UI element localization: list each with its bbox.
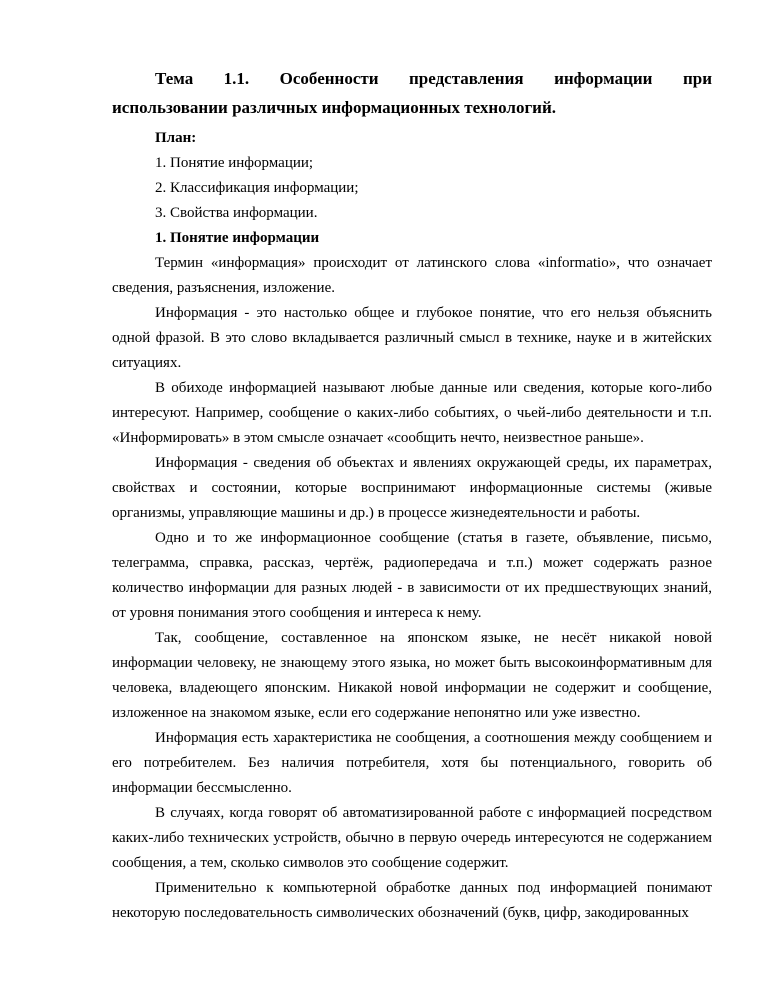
paragraph: В случаях, когда говорят об автоматизированной работе с информацией посредством каких-либо технических устройств, обычно в первую очередь интересуются не содержанием сообщения, а тем, сколько символов это сообщение содержит. xyxy=(112,805,712,871)
title-line-2: использовании различных информационных технологий. xyxy=(112,98,557,117)
paragraph: В обиходе информацией называют любые данные или сведения, которые кого-либо интересуют. Например, сообщение о каких-либо событиях, о чьей-либо деятельности и т.п. «Информировать» в этом смысле означает «сообщить нечто, неизвестное раньше». xyxy=(112,380,712,446)
paragraph: Так, сообщение, составленное на японском языке, не несёт никакой новой информации человеку, не знающему этого языка, но может быть высокоинформативным для человека, владеющего японским. Никакой новой информации не содержит и сообщение, изложенное на знакомом языке, если его содержание непонятно или уже известно. xyxy=(112,630,712,721)
paragraph: Одно и то же информационное сообщение (статья в газете, объявление, письмо, телеграмма, справка, рассказ, чертёж, радиопередача и т.п.) может содержать разное количество информации для разных людей - в зависимости от их предшествующих знаний, от уровня понимания этого сообщения и интереса к нему. xyxy=(112,530,712,621)
section-heading: 1. Понятие информации xyxy=(155,230,320,246)
document-title xyxy=(112,64,712,122)
plan-item: 2. Классификация информации; xyxy=(155,180,359,196)
paragraph: Термин «информация» происходит от латинского слова «informatio», что означает сведения, разъяснения, изложение. xyxy=(112,255,712,296)
title-line-1: Тема 1.1. Особенности представления информации при xyxy=(155,69,712,88)
paragraph: Информация есть характеристика не сообщения, а соотношения между сообщением и его потребителем. Без наличия потребителя, хотя бы потенциального, говорить об информации бессмысленно. xyxy=(112,730,712,796)
document-page xyxy=(112,64,712,926)
plan-item: 3. Свойства информации. xyxy=(155,205,318,221)
paragraph: Информация - это настолько общее и глубокое понятие, что его нельзя объяснить одной фразой. В это слово вкладывается различный смысл в технике, науке и в житейских ситуациях. xyxy=(112,305,712,371)
plan-item: 1. Понятие информации; xyxy=(155,155,314,171)
paragraph: Информация - сведения об объектах и явлениях окружающей среды, их параметрах, свойствах и состоянии, которые воспринимают информационные системы (живые организмы, управляющие машины и др.) в процессе жизнедеятельности и работы. xyxy=(112,455,712,521)
plan-heading: План: xyxy=(155,130,197,146)
paragraph: Применительно к компьютерной обработке данных под информацией понимают некоторую последовательность символических обозначений (букв, цифр, закодированных xyxy=(112,880,712,921)
